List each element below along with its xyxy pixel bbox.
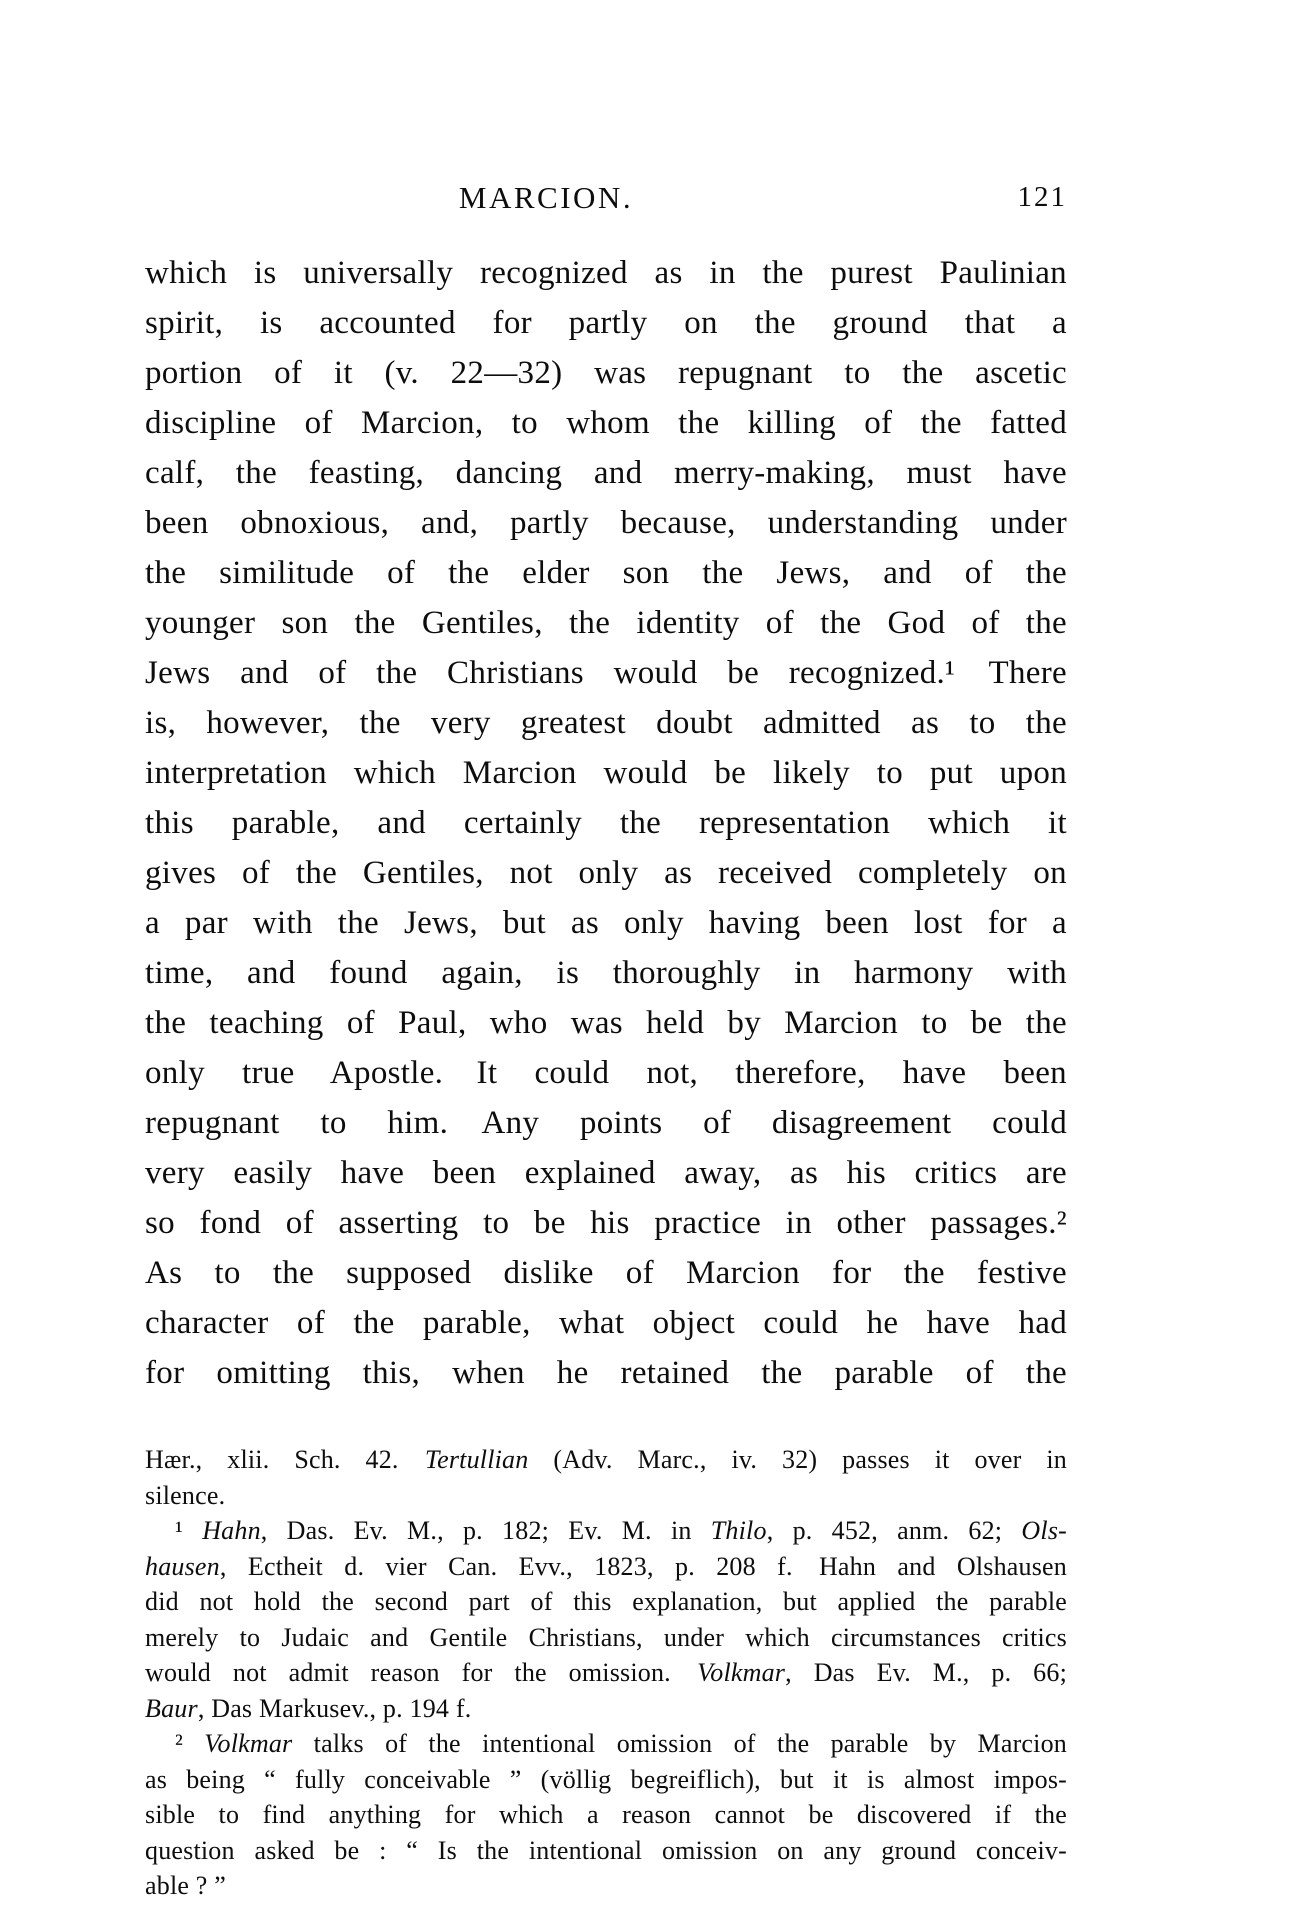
body-line: As to the supposed dislike of Marcion for the festive	[145, 1255, 1067, 1291]
italic-citation: Volkmar	[204, 1729, 293, 1758]
body-line: this parable, and certainly the representation which it	[145, 805, 1067, 841]
text-segment: , Das Ev. M., p. 66;	[785, 1658, 1067, 1687]
text-segment: able ? ”	[145, 1871, 226, 1900]
footnote-line	[145, 1691, 1067, 1727]
page-header	[145, 180, 1067, 220]
italic-citation: Ols-	[1021, 1516, 1067, 1545]
body-line: younger son the Gentiles, the identity of the God of the	[145, 605, 1067, 641]
body-line: for omitting this, when he retained the parable of the	[145, 1355, 1067, 1391]
body-line: the teaching of Paul, who was held by Marcion to be the	[145, 1005, 1067, 1041]
footnote-line	[145, 1549, 1067, 1585]
footnote-line	[145, 1762, 1067, 1798]
footnote-line	[145, 1442, 1067, 1478]
body-line: the similitude of the elder son the Jews, and of the	[145, 555, 1067, 591]
body-line: discipline of Marcion, to whom the killing of the fatted	[145, 405, 1067, 441]
body-line: which is universally recognized as in the purest Paulinian	[145, 255, 1067, 291]
body-line: portion of it (v. 22—32) was repugnant to the ascetic	[145, 355, 1067, 391]
text-segment: ¹	[175, 1516, 203, 1545]
running-title: MARCION.	[458, 180, 634, 215]
italic-citation: hausen	[145, 1551, 220, 1581]
text-segment: , Ectheit d. vier Can. Evv., 1823, p. 208 f. Hahn and Olshausen	[219, 1551, 1067, 1581]
text-segment: would not admit reason for the omission.	[145, 1658, 698, 1687]
body-text	[145, 248, 1067, 1398]
text-segment: merely to Judaic and Gentile Christians, under which circumstances critics	[145, 1622, 1067, 1652]
text-segment: sible to find anything for which a reason cannot be discovered if the	[145, 1800, 1067, 1829]
body-line: spirit, is accounted for partly on the ground that a	[145, 305, 1067, 341]
text-segment: (Adv. Marc., iv. 32) passes it over in	[528, 1445, 1067, 1474]
body-line: calf, the feasting, dancing and merry-making, must have	[145, 455, 1067, 491]
page-number: 121	[1017, 181, 1067, 213]
footnote-line	[145, 1726, 1067, 1762]
footnotes	[145, 1442, 1067, 1904]
body-line: character of the parable, what object could he have had	[145, 1305, 1067, 1341]
text-segment: talks of the intentional omission of the parable by Marcion	[292, 1729, 1067, 1758]
body-line: is, however, the very greatest doubt admitted as to the	[145, 705, 1067, 741]
italic-citation: Baur	[145, 1693, 198, 1723]
footnote-line	[145, 1584, 1067, 1620]
body-line: time, and found again, is thoroughly in harmony with	[145, 955, 1067, 991]
body-line: Jews and of the Christians would be recognized.¹ There	[145, 655, 1067, 691]
body-line: been obnoxious, and, partly because, understanding under	[145, 505, 1067, 541]
text-segment: , p. 452, anm. 62;	[766, 1516, 1022, 1545]
italic-citation: Hahn	[202, 1516, 261, 1545]
footnote-line	[145, 1655, 1067, 1691]
body-line: repugnant to him. Any points of disagreement could	[145, 1105, 1067, 1141]
text-segment: Hær., xlii. Sch. 42.	[145, 1445, 425, 1474]
text-segment: silence.	[145, 1480, 226, 1510]
footnote-line	[145, 1513, 1067, 1549]
italic-citation: Tertullian	[424, 1445, 529, 1474]
footnote-line	[145, 1620, 1067, 1656]
text-segment: , Das. Ev. M., p. 182; Ev. M. in	[260, 1516, 711, 1545]
footnote-line	[145, 1797, 1067, 1833]
italic-citation: Volkmar	[697, 1658, 786, 1687]
text-segment: question asked be : “ Is the intentional omission on any ground conceiv-	[145, 1835, 1067, 1865]
body-line: gives of the Gentiles, not only as received completely on	[145, 855, 1067, 891]
body-line: so fond of asserting to be his practice in other passages.²	[145, 1205, 1067, 1241]
text-segment: , Das Markusev., p. 194 f.	[197, 1693, 472, 1723]
body-line: a par with the Jews, but as only having been lost for a	[145, 905, 1067, 941]
body-line: very easily have been explained away, as his critics are	[145, 1155, 1067, 1191]
footnote-line	[145, 1478, 1067, 1514]
footnote-line	[145, 1868, 1067, 1904]
body-line: interpretation which Marcion would be likely to put upon	[145, 755, 1067, 791]
body-line: only true Apostle. It could not, therefore, have been	[145, 1055, 1067, 1091]
text-segment: as being “ fully conceivable ” (völlig begreiflich), but it is almost impos-	[145, 1764, 1067, 1794]
footnote-line	[145, 1833, 1067, 1869]
text-segment: ²	[175, 1729, 205, 1758]
italic-citation: Thilo	[710, 1516, 767, 1545]
text-segment: did not hold the second part of this explanation, but applied the parable	[145, 1587, 1067, 1616]
